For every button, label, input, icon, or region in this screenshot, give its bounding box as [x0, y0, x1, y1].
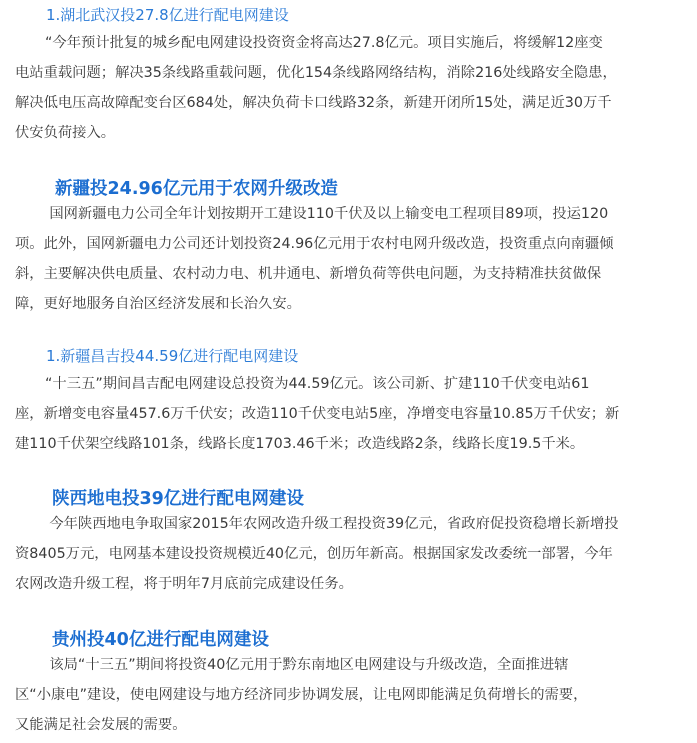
section-paragraph-changji	[15, 369, 687, 459]
paragraph-line: 伏安负荷接入。	[15, 125, 116, 141]
paragraph-line: 国网新疆电力公司全年计划按期开工建设110千伏及以上输变电工程项目89项，投运120	[49, 206, 609, 222]
paragraph-line: 座，新增变电容量457.6万千伏安；改造110千伏变电站5座，净增变电容量10.85万千伏安；新	[15, 406, 620, 422]
paragraph-line: 电站重载问题；解决35条线路重载问题，优化154条线路网络结构，消除216处线路安全隐患，	[15, 65, 617, 81]
section-paragraph-wuhan	[15, 28, 687, 148]
paragraph-line: “今年预计批复的城乡配电网建设投资资金将高达27.8亿元。项目实施后，将缓解12座变	[45, 35, 603, 51]
section-heading-xinjiang: 新疆投24.96亿元用于农网升级改造	[55, 179, 338, 199]
section-heading-shaanxi: 陕西地电投39亿进行配电网建设	[52, 489, 304, 509]
paragraph-line: 农网改造升级工程，将于明年7月底前完成建设任务。	[15, 576, 353, 592]
paragraph-line: 又能满足社会发展的需要。	[15, 717, 187, 733]
paragraph-line: 斜，主要解决供电质量、农村动力电、机井通电、新增负荷等供电问题，为支持精准扶贫做保	[15, 266, 602, 282]
section-paragraph-guizhou	[15, 650, 687, 740]
paragraph-line: 资8405万元，电网基本建设投资规模近40亿元，创历年新高。根据国家发改委统一部署，今年	[15, 546, 613, 562]
paragraph-line: 项。此外，国网新疆电力公司还计划投资24.96亿元用于农村电网升级改造，投资重点向南疆倾	[15, 236, 614, 252]
section-heading-wuhan: 1.湖北武汉投27.8亿进行配电网建设	[46, 6, 289, 24]
paragraph-line: 区“小康电”建设，使电网建设与地方经济同步协调发展，让电网即能满足负荷增长的需要，	[15, 687, 588, 703]
paragraph-line: 建110千伏架空线路101条，线路长度1703.46千米；改造线路2条，线路长度19.5千米。	[15, 436, 585, 452]
paragraph-line: 今年陕西地电争取国家2015年农网改造升级工程投资39亿元，省政府促投资稳增长新增投	[49, 516, 619, 532]
paragraph-line: 解决低电压高故障配变台区684处，解决负荷卡口线路32条，新建开闭所15处，满足近30万千	[15, 95, 612, 111]
section-paragraph-xinjiang	[15, 199, 687, 319]
paragraph-line: 障，更好地服务自治区经济发展和长治久安。	[15, 296, 301, 312]
paragraph-line: 该局“十三五”期间将投资40亿元用于黔东南地区电网建设与升级改造，全面推进辖	[49, 657, 569, 673]
paragraph-line: “十三五”期间昌吉配电网建设总投资为44.59亿元。该公司新、扩建110千伏变电站61	[45, 376, 590, 392]
section-heading-guizhou: 贵州投40亿进行配电网建设	[52, 630, 269, 650]
section-heading-changji: 1.新疆昌吉投44.59亿进行配电网建设	[46, 347, 299, 365]
section-paragraph-shaanxi	[15, 509, 687, 599]
